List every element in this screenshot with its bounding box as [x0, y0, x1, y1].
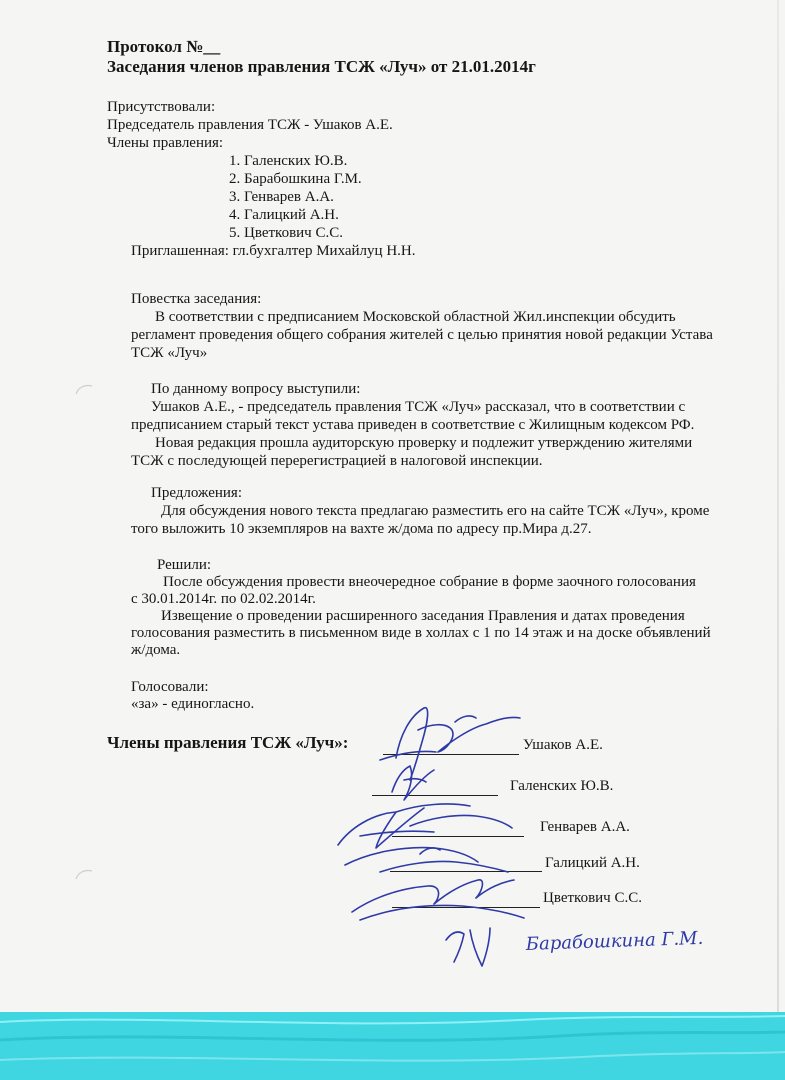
member-item: 3. Генварев А.А.	[229, 189, 334, 205]
protocol-title: Заседания членов правления ТСЖ «Луч» от 21.01.2014г	[107, 57, 536, 76]
agenda-line: ТСЖ «Луч»	[131, 345, 208, 361]
signature-baraboshkina-initials	[446, 932, 464, 962]
speakers-line: ТСЖ с последующей перерегистрацией в налоговой инспекции.	[131, 453, 543, 469]
vote-label: Голосовали:	[131, 679, 209, 695]
member-item: 4. Галицкий А.Н.	[229, 207, 339, 223]
proposals-line: того выложить 10 экземпляров на вахте ж/дома по адресу пр.Мира д.27.	[131, 521, 592, 537]
protocol-number: Протокол №__	[107, 37, 221, 56]
board-signatures-label: Члены правления ТСЖ «Луч»:	[107, 733, 349, 752]
agenda-line: регламент проведения общего собрания жителей с целью принятия новой редакции Устава	[131, 327, 713, 343]
proposals-line: Для обсуждения нового текста предлагаю разместить его на сайте ТСЖ «Луч», кроме	[161, 503, 710, 519]
member-item: 2. Барабошкина Г.М.	[229, 171, 362, 187]
decided-line: После обсуждения провести внеочередное собрание в форме заочного голосования	[163, 574, 696, 590]
speakers-line: Ушаков А.Е., - председатель правления ТСЖ «Луч» рассказал, что в соответствии с	[151, 399, 686, 415]
signature-ushakov	[396, 708, 428, 780]
decided-line: Извещение о проведении расширенного заседания Правления и датах проведения	[161, 608, 685, 624]
speakers-line: предписанием старый текст устава приведен в соответствие с Жилищным кодексом РФ.	[131, 417, 695, 433]
members-label: Члены правления:	[107, 135, 224, 151]
agenda-line: В соответствии с предписанием Московской областной Жил.инспекции обсудить	[155, 309, 676, 325]
agenda-label: Повестка заседания:	[131, 291, 262, 307]
signature-tsvetkovich	[352, 880, 514, 912]
decided-line: ж/дома.	[131, 642, 181, 658]
wave-pattern	[0, 1012, 785, 1080]
present-label: Присутствовали:	[107, 99, 216, 115]
signatory-name: Галенских Ю.В.	[510, 778, 614, 794]
speakers-label: По данному вопросу выступили:	[151, 381, 361, 397]
signatory-name: Галицкий А.Н.	[545, 855, 640, 871]
signatory-name: Ушаков А.Е.	[523, 737, 603, 753]
punch-hole-mark	[74, 868, 96, 882]
decided-line: с 30.01.2014г. по 02.02.2014г.	[131, 591, 316, 607]
invited-line: Приглашенная: гл.бухгалтер Михайлуц Н.Н.	[131, 243, 416, 259]
speakers-line: Новая редакция прошла аудиторскую проверку и подлежит утверждению жителями	[155, 435, 693, 451]
decided-line: голосования разместить в письменном виде в холлах с 1 по 14 этаж и на доске объявлений	[131, 625, 711, 641]
member-item: 1. Галенских Ю.В.	[229, 153, 348, 169]
chairman-line: Председатель правления ТСЖ - Ушаков А.Е.	[107, 117, 393, 133]
proposals-label: Предложения:	[151, 485, 242, 501]
signatory-name: Цветкович С.С.	[543, 890, 642, 906]
signatory-name: Генварев А.А.	[540, 819, 630, 835]
handwritten-name: Барабошкина Г.М.	[525, 927, 704, 955]
decided-label: Решили:	[157, 557, 212, 573]
punch-hole-mark	[74, 383, 96, 397]
vote-result: «за» - единогласно.	[131, 696, 255, 712]
decorative-bottom-band	[0, 1012, 785, 1080]
member-item: 5. Цветкович С.С.	[229, 225, 343, 241]
signature-genvarev	[338, 808, 424, 848]
